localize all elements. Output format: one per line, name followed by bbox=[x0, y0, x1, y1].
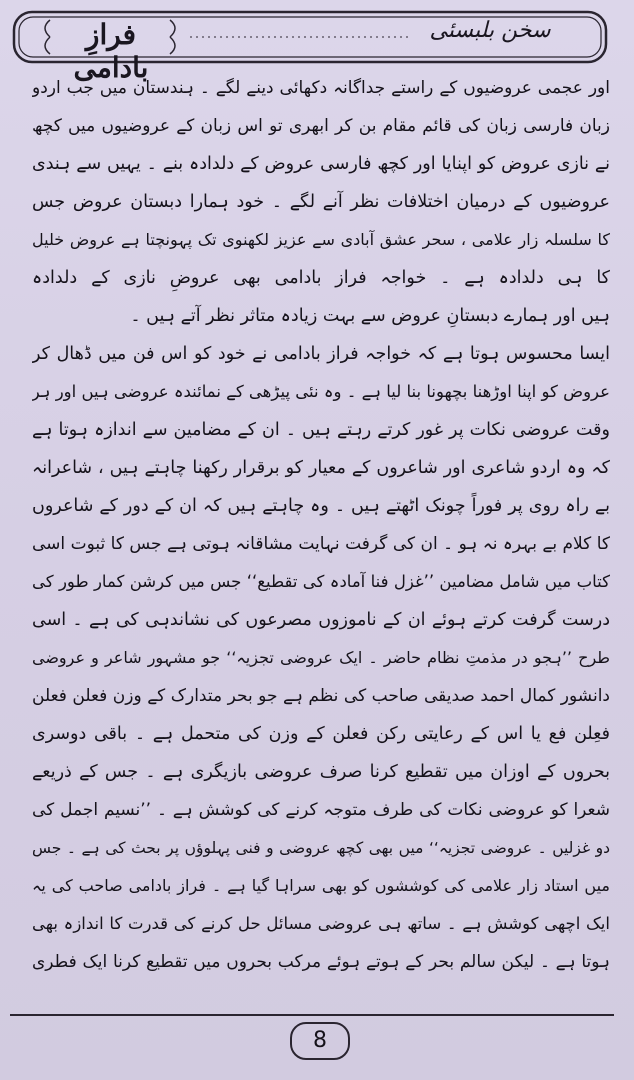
footer-rule bbox=[10, 1014, 614, 1016]
text-line: کتاب میں شامل مضامین ’’غزل فنا آمادہ کی تقطیع‘‘ جس میں کرشن کمار طور کی bbox=[32, 572, 610, 591]
text-line: ہوتا ہے ۔ لیکن سالم بحر کے ہوتے ہوئے مرکب بحروں میں تقطیع کرنا ایک فطری bbox=[32, 952, 610, 972]
text-line: کا سلسلہ زار علامی ، سحر عشق آبادی سے عزیز لکھنوی تک پہونچتا ہے عروض خلیل bbox=[32, 230, 610, 249]
text-line: زبان فارسی زبان کی قائم مقام بن کر ابھری تو اس زبان کے عروضیوں میں کچھ bbox=[32, 116, 610, 136]
text-line: ایسا محسوس ہوتا ہے کہ خواجہ فراز بادامی نے خود کو اس فن میں ڈھال کر bbox=[32, 344, 610, 364]
text-line: نے نازی عروض کو اپنایا اور کچھ فارسی عروض کے دلدادہ بنے ۔ یہیں سے ہندی bbox=[32, 154, 610, 174]
text-line: ہیں اور ہمارے دبستانِ عروض سے بہت زیادہ متاثر نظر آتے ہیں ۔ bbox=[130, 306, 610, 326]
text-line: وقت عروضی نکات پر غور کرتے رہتے ہیں ۔ ان کے مضامین سے اندازہ ہوتا ہے bbox=[32, 420, 610, 440]
page-header bbox=[10, 8, 610, 84]
text-line: عروض کو اپنا اوڑھنا بچھونا بنا لیا ہے ۔ وہ نئی پیڑھی کے نمائندہ عروضی ہیں اور ہر bbox=[32, 382, 610, 401]
text-line: بے راہ روی پر فوراً چونک اٹھتے ہیں ۔ وہ چاہتے ہیں کہ ان کے دور کے شاعروں bbox=[32, 496, 610, 516]
text-line: کا ہی دلدادہ ہے ۔ خواجہ فراز بادامی بھی عروضِ نازی کے دلدادہ bbox=[32, 268, 610, 288]
body-text bbox=[32, 70, 610, 1010]
text-line: فعِلن فع یا اس کے رعایتی رکن فعلن کے وزن کی متحمل ہے ۔ باقی دوسری bbox=[32, 724, 610, 744]
text-line: دانشور کمال احمد صدیقی صاحب کی نظم ہے جو بحر متدارک کے وزن فعلن فعلن bbox=[32, 686, 610, 706]
text-line: کہ وہ اردو شاعری اور شاعروں کے معیار کو برقرار رکھنا چاہتے ہیں ، شاعرانہ bbox=[32, 458, 610, 478]
text-line: میں استاد زار علامی کی کوششوں کو بھی سراہا گیا ہے ۔ فراز بادامی صاحب کی یہ bbox=[32, 876, 610, 895]
page-number: 8 bbox=[290, 1022, 350, 1060]
text-line: طرح ’’ہجو در مذمتِ نظام حاضر ۔ ایک عروضی تجزیہ‘‘ جو مشہور شاعر و عروضی bbox=[32, 648, 610, 667]
text-line: شعرا کو عروضی نکات کی طرف متوجہ کرنے کی کوشش ہے ۔ ’’نسیم اجمل کی bbox=[32, 800, 610, 820]
section-title: سخن بلبسئی bbox=[429, 18, 551, 43]
text-line: ایک اچھی کوشش ہے ۔ ساتھ ہی عروضی مسائل حل کرنے کی قدرت کا اندازہ بھی bbox=[32, 914, 610, 933]
text-line: کا کلام بے بہرہ نہ ہو ۔ ان کی گرفت نہایت مشاقانہ ہوتی ہے جس کا ثبوت اسی bbox=[32, 534, 610, 554]
text-line: بحروں کے اوزان میں تقطیع کرنا صرف عروضی بازیگری ہے ۔ جس کے ذریعے bbox=[32, 762, 610, 782]
text-line: دو غزلیں ۔ عروضی تجزیہ‘‘ میں بھی کچھ عروضی و فنی پہلوؤں پر بحث کی ہے ۔ جس bbox=[32, 839, 610, 857]
text-line: اور عجمی عروضیوں کے راستے جداگانہ دکھائی دینے لگے ۔ ہندستان میں جب اردو bbox=[32, 78, 610, 98]
text-line: درست گرفت کرتے ہوئے ان کے ناموزوں مصرعوں کی نشاندہی کی ہے ۔ اسی bbox=[32, 610, 610, 630]
text-line: عروضیوں کے درمیان اختلافات نظر آنے لگے ۔ خود ہمارا دبستان عروض جس bbox=[32, 192, 610, 212]
book-title: فرازِ بادامی bbox=[73, 18, 149, 84]
